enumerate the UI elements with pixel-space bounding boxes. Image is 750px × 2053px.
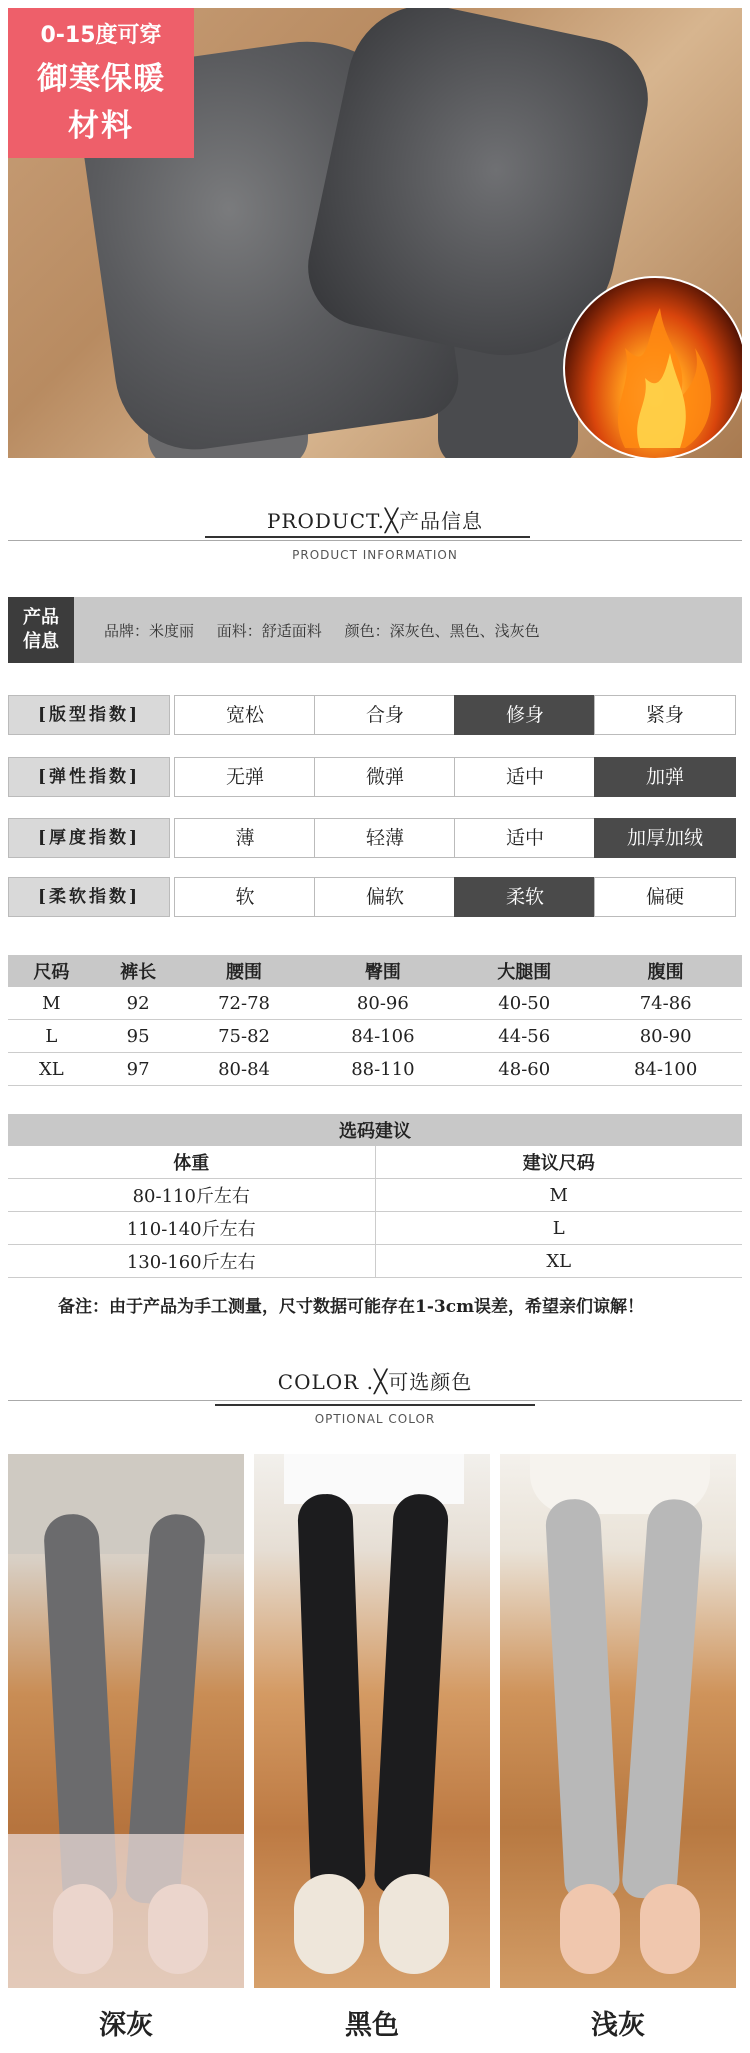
color-label: 深灰 xyxy=(99,2010,153,2041)
index-option: 微弹 xyxy=(314,757,456,797)
table-header: 腰围 xyxy=(182,955,307,987)
index-option: 适中 xyxy=(454,757,596,797)
table-header-row xyxy=(8,1146,742,1179)
table-cell: 80-90 xyxy=(589,1020,742,1053)
size-recommendation-table xyxy=(8,1114,742,1278)
table-cell: L xyxy=(8,1020,95,1053)
divider xyxy=(8,1400,742,1401)
table-cell: 97 xyxy=(95,1053,182,1086)
floral-mat xyxy=(8,1834,244,1988)
product-info-label: 产品 信息 xyxy=(8,597,74,663)
table-title-row xyxy=(8,1114,742,1146)
table-cell: L xyxy=(375,1212,742,1245)
color-label: 黑色 xyxy=(345,2010,399,2041)
table-row xyxy=(8,1020,742,1053)
color-title-cn: 可选颜色 xyxy=(388,1370,473,1394)
table-title: 选码建议 xyxy=(8,1114,742,1146)
badge-line-1: 0-15度可穿 xyxy=(40,23,162,48)
table-header: 建议尺码 xyxy=(375,1146,742,1179)
product-title: PRODUCT. xyxy=(266,509,385,533)
index-label: [柔软指数] xyxy=(8,877,170,917)
warmth-badge xyxy=(8,8,194,158)
table-row xyxy=(8,1245,742,1278)
index-option-selected: 修身 xyxy=(454,695,596,735)
table-header: 裤长 xyxy=(95,955,182,987)
table-header: 腹围 xyxy=(589,955,742,987)
color-subtitle: OPTIONAL COLOR xyxy=(314,1412,436,1426)
index-option: 软 xyxy=(174,877,316,917)
table-cell: 80-110斤左右 xyxy=(8,1179,375,1212)
index-label: [厚度指数] xyxy=(8,818,170,858)
index-option-selected: 加厚加绒 xyxy=(594,818,736,858)
index-option: 宽松 xyxy=(174,695,316,735)
index-option: 偏软 xyxy=(314,877,456,917)
color-section-heading xyxy=(0,1366,750,1395)
table-row xyxy=(8,987,742,1020)
index-option: 无弹 xyxy=(174,757,316,797)
table-cell: 95 xyxy=(95,1020,182,1053)
index-option: 薄 xyxy=(174,818,316,858)
color-title: COLOR . xyxy=(277,1370,374,1394)
table-cell: 130-160斤左右 xyxy=(8,1245,375,1278)
table-cell: 84-100 xyxy=(589,1053,742,1086)
product-info-text xyxy=(104,620,558,641)
index-option-selected: 柔软 xyxy=(454,877,596,917)
index-option: 适中 xyxy=(454,818,596,858)
fabric-text: 面料：舒适面料 xyxy=(216,622,322,640)
table-cell: 84-106 xyxy=(307,1020,460,1053)
table-header-row xyxy=(8,955,742,987)
table-cell: 72-78 xyxy=(182,987,307,1020)
table-cell: M xyxy=(8,987,95,1020)
brand-text: 品牌：米度丽 xyxy=(104,622,195,640)
shoe xyxy=(294,1874,364,1974)
color-photo-black xyxy=(254,1454,490,1988)
table-cell: 80-96 xyxy=(307,987,460,1020)
table-row xyxy=(8,1053,742,1086)
hero-image xyxy=(8,8,742,458)
table-header: 尺码 xyxy=(8,955,95,987)
color-photo-dark-gray xyxy=(8,1454,244,1988)
table-row xyxy=(8,1212,742,1245)
divider xyxy=(215,1404,535,1406)
fit-index-row xyxy=(8,695,734,735)
cross-icon: ╳ xyxy=(384,509,400,534)
index-option-selected: 加弹 xyxy=(594,757,736,797)
table-cell: 44-56 xyxy=(459,1020,589,1053)
table-cell: 92 xyxy=(95,987,182,1020)
product-subtitle: PRODUCT INFORMATION xyxy=(292,548,458,562)
table-cell: 48-60 xyxy=(459,1053,589,1086)
table-cell: 75-82 xyxy=(182,1020,307,1053)
table-cell: XL xyxy=(375,1245,742,1278)
color-label: 浅灰 xyxy=(591,2010,645,2041)
table-header: 臀围 xyxy=(307,955,460,987)
table-cell: M xyxy=(375,1179,742,1212)
table-row xyxy=(8,1179,742,1212)
index-label: [版型指数] xyxy=(8,695,170,735)
index-option: 紧身 xyxy=(594,695,736,735)
color-photo-light-gray xyxy=(500,1454,736,1988)
size-table xyxy=(8,955,742,1086)
table-header: 体重 xyxy=(8,1146,375,1179)
index-option: 轻薄 xyxy=(314,818,456,858)
divider xyxy=(8,540,742,541)
index-option: 偏硬 xyxy=(594,877,736,917)
divider xyxy=(205,536,530,538)
shoe xyxy=(379,1874,449,1974)
table-cell: 80-84 xyxy=(182,1053,307,1086)
product-section-heading xyxy=(0,505,750,534)
product-title-cn: 产品信息 xyxy=(399,509,484,533)
elasticity-index-row xyxy=(8,757,734,797)
cross-icon: ╳ xyxy=(373,1370,389,1395)
table-cell: 110-140斤左右 xyxy=(8,1212,375,1245)
table-header: 大腿围 xyxy=(459,955,589,987)
index-label: [弹性指数] xyxy=(8,757,170,797)
table-cell: 40-50 xyxy=(459,987,589,1020)
thickness-index-row xyxy=(8,818,734,858)
measurement-note: 备注：由于产品为手工测量，尺寸数据可能存在1-3cm误差，希望亲们谅解！ xyxy=(58,1297,645,1317)
badge-line-3: 材料 xyxy=(68,108,134,144)
table-cell: 88-110 xyxy=(307,1053,460,1086)
fire-icon xyxy=(563,276,742,458)
index-option: 合身 xyxy=(314,695,456,735)
badge-line-2: 御寒保暖 xyxy=(37,61,165,97)
colors-text: 颜色：深灰色、黑色、浅灰色 xyxy=(344,622,540,640)
table-cell: XL xyxy=(8,1053,95,1086)
softness-index-row xyxy=(8,877,734,917)
table-cell: 74-86 xyxy=(589,987,742,1020)
